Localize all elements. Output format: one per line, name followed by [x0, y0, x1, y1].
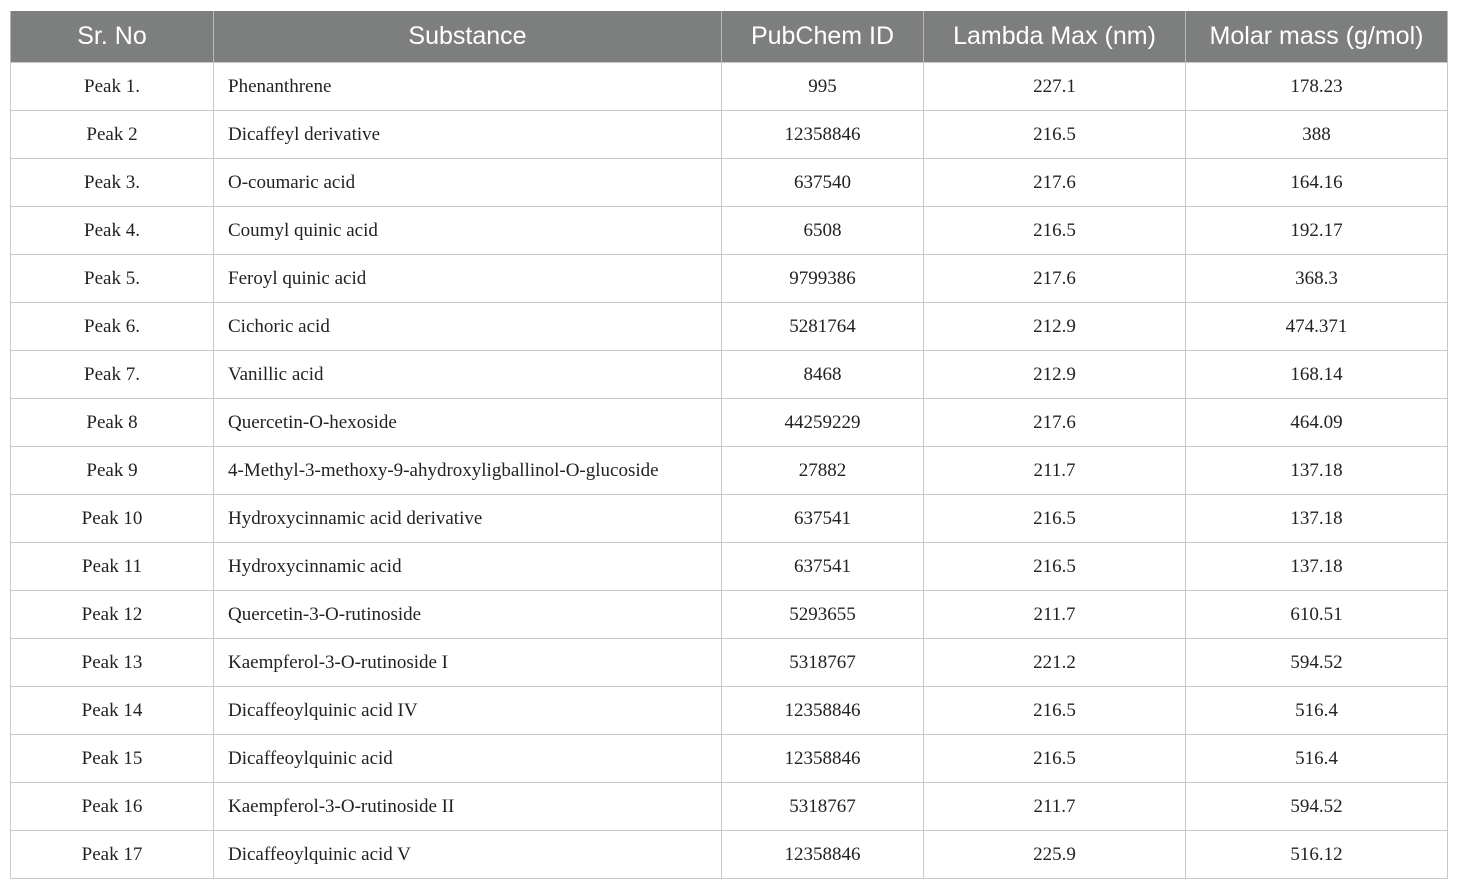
- cell-substance: Vanillic acid: [214, 351, 722, 399]
- cell-substance: Dicaffeyl derivative: [214, 111, 722, 159]
- cell-sr-no: Peak 9: [11, 447, 214, 495]
- cell-substance: Hydroxycinnamic acid derivative: [214, 495, 722, 543]
- table-row: [11, 591, 1448, 639]
- cell-lambda-max: 216.5: [924, 495, 1186, 543]
- cell-molar-mass: 594.52: [1186, 639, 1448, 687]
- cell-pubchem-id: 44259229: [722, 399, 924, 447]
- cell-sr-no: Peak 5.: [11, 255, 214, 303]
- cell-lambda-max: 211.7: [924, 591, 1186, 639]
- cell-molar-mass: 368.3: [1186, 255, 1448, 303]
- cell-lambda-max: 227.1: [924, 63, 1186, 111]
- cell-lambda-max: 216.5: [924, 543, 1186, 591]
- cell-lambda-max: 212.9: [924, 303, 1186, 351]
- cell-substance: 4-Methyl-3-methoxy-9-ahydroxyligballinol-O-glucoside: [214, 447, 722, 495]
- cell-substance: Dicaffeoylquinic acid: [214, 735, 722, 783]
- cell-pubchem-id: 5318767: [722, 783, 924, 831]
- table-body: [11, 63, 1448, 879]
- cell-sr-no: Peak 4.: [11, 207, 214, 255]
- cell-sr-no: Peak 14: [11, 687, 214, 735]
- cell-molar-mass: 178.23: [1186, 63, 1448, 111]
- cell-molar-mass: 137.18: [1186, 447, 1448, 495]
- table-row: [11, 447, 1448, 495]
- cell-sr-no: Peak 13: [11, 639, 214, 687]
- table-row: [11, 303, 1448, 351]
- table-row: [11, 735, 1448, 783]
- cell-lambda-max: 216.5: [924, 735, 1186, 783]
- cell-sr-no: Peak 16: [11, 783, 214, 831]
- cell-molar-mass: 388: [1186, 111, 1448, 159]
- cell-pubchem-id: 9799386: [722, 255, 924, 303]
- cell-lambda-max: 225.9: [924, 831, 1186, 879]
- cell-substance: Hydroxycinnamic acid: [214, 543, 722, 591]
- cell-molar-mass: 594.52: [1186, 783, 1448, 831]
- header-row: [11, 11, 1448, 63]
- table-row: [11, 159, 1448, 207]
- cell-lambda-max: 211.7: [924, 783, 1186, 831]
- cell-sr-no: Peak 12: [11, 591, 214, 639]
- cell-lambda-max: 212.9: [924, 351, 1186, 399]
- cell-lambda-max: 216.5: [924, 207, 1186, 255]
- cell-sr-no: Peak 10: [11, 495, 214, 543]
- cell-pubchem-id: 12358846: [722, 735, 924, 783]
- cell-substance: Kaempferol-3-O-rutinoside I: [214, 639, 722, 687]
- cell-sr-no: Peak 8: [11, 399, 214, 447]
- cell-molar-mass: 464.09: [1186, 399, 1448, 447]
- cell-pubchem-id: 12358846: [722, 111, 924, 159]
- cell-substance: Quercetin-3-O-rutinoside: [214, 591, 722, 639]
- cell-substance: Cichoric acid: [214, 303, 722, 351]
- cell-substance: Kaempferol-3-O-rutinoside II: [214, 783, 722, 831]
- cell-pubchem-id: 5281764: [722, 303, 924, 351]
- cell-pubchem-id: 12358846: [722, 831, 924, 879]
- cell-pubchem-id: 6508: [722, 207, 924, 255]
- table-header: [11, 11, 1448, 63]
- cell-lambda-max: 221.2: [924, 639, 1186, 687]
- cell-molar-mass: 192.17: [1186, 207, 1448, 255]
- column-header-sr-no: Sr. No: [11, 11, 214, 63]
- cell-molar-mass: 474.371: [1186, 303, 1448, 351]
- cell-pubchem-id: 995: [722, 63, 924, 111]
- cell-pubchem-id: 12358846: [722, 687, 924, 735]
- table-row: [11, 543, 1448, 591]
- cell-substance: Coumyl quinic acid: [214, 207, 722, 255]
- table-row: [11, 63, 1448, 111]
- column-header-substance: Substance: [214, 11, 722, 63]
- cell-lambda-max: 216.5: [924, 111, 1186, 159]
- cell-sr-no: Peak 1.: [11, 63, 214, 111]
- column-header-molar-mass: Molar mass (g/mol): [1186, 11, 1448, 63]
- cell-molar-mass: 610.51: [1186, 591, 1448, 639]
- cell-substance: O-coumaric acid: [214, 159, 722, 207]
- table-row: [11, 399, 1448, 447]
- cell-substance: Phenanthrene: [214, 63, 722, 111]
- cell-pubchem-id: 637541: [722, 495, 924, 543]
- cell-pubchem-id: 27882: [722, 447, 924, 495]
- cell-pubchem-id: 8468: [722, 351, 924, 399]
- cell-sr-no: Peak 11: [11, 543, 214, 591]
- cell-sr-no: Peak 7.: [11, 351, 214, 399]
- cell-lambda-max: 211.7: [924, 447, 1186, 495]
- data-table-container: [10, 11, 1447, 879]
- table-row: [11, 639, 1448, 687]
- cell-pubchem-id: 5293655: [722, 591, 924, 639]
- table-row: [11, 831, 1448, 879]
- cell-lambda-max: 217.6: [924, 255, 1186, 303]
- cell-molar-mass: 516.4: [1186, 687, 1448, 735]
- table-row: [11, 207, 1448, 255]
- cell-substance: Quercetin-O-hexoside: [214, 399, 722, 447]
- cell-substance: Dicaffeoylquinic acid IV: [214, 687, 722, 735]
- cell-sr-no: Peak 17: [11, 831, 214, 879]
- cell-molar-mass: 164.16: [1186, 159, 1448, 207]
- table-row: [11, 495, 1448, 543]
- cell-sr-no: Peak 2: [11, 111, 214, 159]
- cell-pubchem-id: 5318767: [722, 639, 924, 687]
- cell-molar-mass: 137.18: [1186, 495, 1448, 543]
- cell-substance: Dicaffeoylquinic acid V: [214, 831, 722, 879]
- cell-molar-mass: 516.4: [1186, 735, 1448, 783]
- cell-pubchem-id: 637540: [722, 159, 924, 207]
- table-row: [11, 783, 1448, 831]
- cell-molar-mass: 168.14: [1186, 351, 1448, 399]
- data-table: [10, 11, 1448, 879]
- cell-lambda-max: 216.5: [924, 687, 1186, 735]
- cell-sr-no: Peak 6.: [11, 303, 214, 351]
- cell-sr-no: Peak 3.: [11, 159, 214, 207]
- table-row: [11, 255, 1448, 303]
- cell-molar-mass: 137.18: [1186, 543, 1448, 591]
- cell-substance: Feroyl quinic acid: [214, 255, 722, 303]
- table-row: [11, 351, 1448, 399]
- cell-lambda-max: 217.6: [924, 399, 1186, 447]
- cell-molar-mass: 516.12: [1186, 831, 1448, 879]
- cell-sr-no: Peak 15: [11, 735, 214, 783]
- column-header-lambda-max: Lambda Max (nm): [924, 11, 1186, 63]
- cell-lambda-max: 217.6: [924, 159, 1186, 207]
- column-header-pubchem-id: PubChem ID: [722, 11, 924, 63]
- cell-pubchem-id: 637541: [722, 543, 924, 591]
- table-row: [11, 687, 1448, 735]
- table-row: [11, 111, 1448, 159]
